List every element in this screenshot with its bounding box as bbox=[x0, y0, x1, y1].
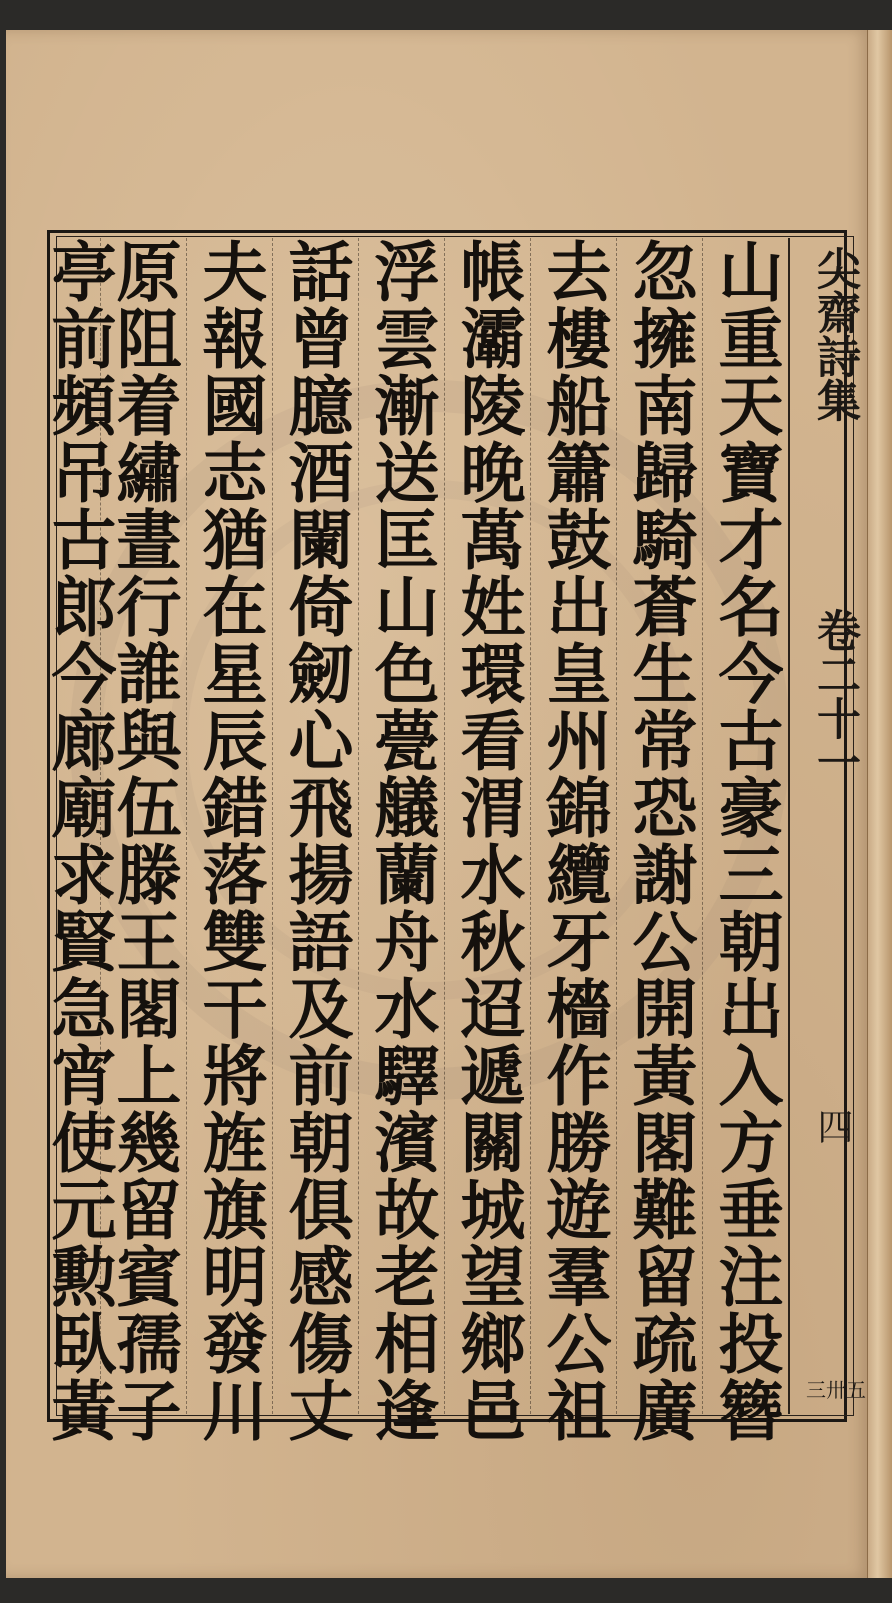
column-text: 亭前頻吊古郎今廊廟求賢急宵使元勲臥黃 bbox=[40, 238, 116, 1444]
block-heart-margin bbox=[800, 238, 866, 1414]
column-text: 浮雲漸送匡山色甍艤蘭舟水驛濱故老相逢 bbox=[363, 238, 439, 1444]
column-text: 帳灞陵晚萬姓環看渭水秋迢遞關城望鄉邑 bbox=[449, 238, 525, 1444]
book-title: 尖齋詩集 bbox=[809, 246, 860, 422]
column-rule bbox=[272, 238, 273, 1414]
text-column-3 bbox=[530, 238, 616, 1444]
column-rule bbox=[358, 238, 359, 1414]
text-column-5 bbox=[358, 238, 444, 1444]
column-rule bbox=[530, 238, 531, 1414]
text-column-2 bbox=[616, 238, 702, 1444]
margin-divider bbox=[788, 238, 790, 1414]
column-text: 去樓船簫鼓出皇州錦纜牙檣作勝遊羣公祖 bbox=[535, 238, 611, 1444]
page-number: 四 bbox=[812, 1108, 853, 1144]
text-column-7 bbox=[186, 238, 272, 1444]
column-rule bbox=[444, 238, 445, 1414]
column-rule bbox=[616, 238, 617, 1414]
column-text: 山重天寶才名今古豪三朝出入方垂注投簪 bbox=[707, 238, 783, 1444]
text-column-1 bbox=[702, 238, 788, 1444]
folio-number: 三卅五 bbox=[806, 1378, 866, 1402]
column-rule bbox=[186, 238, 187, 1414]
column-rule bbox=[702, 238, 703, 1414]
volume-label: 卷二十一 bbox=[809, 608, 860, 784]
page-edge bbox=[867, 30, 892, 1578]
text-column-9 bbox=[40, 238, 116, 1444]
column-text: 原阻着繡晝行誰與伍滕王閣上幾留賓孺子 bbox=[105, 238, 181, 1444]
column-text: 話曾臆酒闌倚劒心飛揚語及前朝俱感傷丈 bbox=[277, 238, 353, 1444]
column-text: 夫報國志猶在星辰錯落雙干將旌旗明發川 bbox=[191, 238, 267, 1444]
text-column-4 bbox=[444, 238, 530, 1444]
column-text: 忽擁南歸騎蒼生常恐謝公開黃閣難留疏廣 bbox=[621, 238, 697, 1444]
text-column-6 bbox=[272, 238, 358, 1444]
